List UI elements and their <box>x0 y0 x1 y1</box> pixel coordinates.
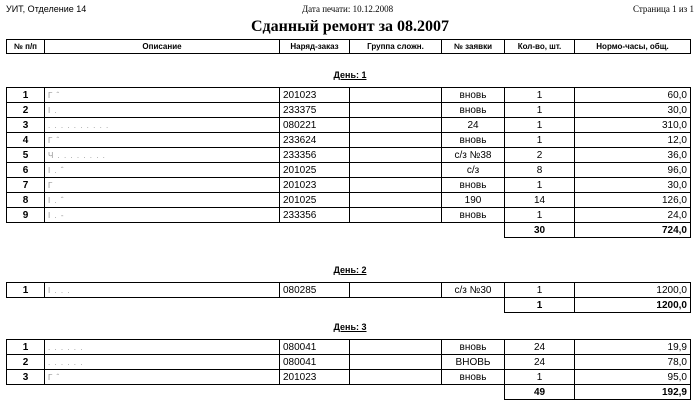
row-qty: 14 <box>505 193 575 208</box>
row-num: 4 <box>7 133 45 148</box>
day-total-qty: 30 <box>505 223 575 238</box>
row-description: Г ˆ <box>45 133 280 148</box>
row-request: вновь <box>442 340 505 355</box>
row-request: с/з <box>442 163 505 178</box>
row-description: Г <box>45 178 280 193</box>
day-total-hours: 724,0 <box>575 223 691 238</box>
row-request: 24 <box>442 118 505 133</box>
row-order: 201023 <box>280 88 350 103</box>
row-qty: 24 <box>505 340 575 355</box>
row-order: 233356 <box>280 208 350 223</box>
empty-cell <box>280 298 350 313</box>
row-num: 1 <box>7 340 45 355</box>
column-header-table <box>6 39 691 54</box>
row-num: 5 <box>7 148 45 163</box>
row-request: с/з №38 <box>442 148 505 163</box>
row-qty: 1 <box>505 118 575 133</box>
table-row <box>7 355 691 370</box>
empty-cell <box>350 385 442 400</box>
empty-cell <box>350 298 442 313</box>
day-total-qty: 49 <box>505 385 575 400</box>
empty-cell <box>350 223 442 238</box>
table-row <box>7 88 691 103</box>
row-order: 233356 <box>280 148 350 163</box>
row-num: 8 <box>7 193 45 208</box>
empty-cell <box>7 223 45 238</box>
row-group <box>350 118 442 133</box>
row-hours: 60,0 <box>575 88 691 103</box>
row-description: . . . . . . . . . . <box>45 118 280 133</box>
empty-cell <box>442 298 505 313</box>
row-request: вновь <box>442 178 505 193</box>
empty-cell <box>442 223 505 238</box>
row-group <box>350 283 442 298</box>
row-qty: 1 <box>505 103 575 118</box>
table-row <box>7 208 691 223</box>
row-qty: 2 <box>505 148 575 163</box>
empty-cell <box>45 223 280 238</box>
day-total-qty: 1 <box>505 298 575 313</box>
row-qty: 1 <box>505 88 575 103</box>
table-row <box>7 283 691 298</box>
row-group <box>350 133 442 148</box>
empty-cell <box>280 385 350 400</box>
row-num: 1 <box>7 283 45 298</box>
report-title: Сданный ремонт за 08.2007 <box>251 18 449 35</box>
empty-cell <box>7 298 45 313</box>
row-order: 080221 <box>280 118 350 133</box>
row-order: 201025 <box>280 193 350 208</box>
row-qty: 1 <box>505 133 575 148</box>
row-hours: 78,0 <box>575 355 691 370</box>
row-qty: 24 <box>505 355 575 370</box>
row-order: 201023 <box>280 178 350 193</box>
row-request: ВНОВЬ <box>442 355 505 370</box>
row-order: 080285 <box>280 283 350 298</box>
row-request: вновь <box>442 88 505 103</box>
row-order: 233375 <box>280 103 350 118</box>
row-hours: 1200,0 <box>575 283 691 298</box>
row-description: I . - <box>45 208 280 223</box>
row-group <box>350 148 442 163</box>
row-qty: 1 <box>505 370 575 385</box>
row-num: 3 <box>7 118 45 133</box>
day-total-hours: 1200,0 <box>575 298 691 313</box>
row-request: вновь <box>442 208 505 223</box>
table-row <box>7 178 691 193</box>
row-description: I . ˆ <box>45 163 280 178</box>
day-label: День: 3 <box>333 322 367 332</box>
day-total-row <box>7 223 691 238</box>
row-group <box>350 208 442 223</box>
row-num: 1 <box>7 88 45 103</box>
row-description: I . <box>45 103 280 118</box>
row-hours: 30,0 <box>575 103 691 118</box>
page-number: Страница 1 из 1 <box>633 4 694 14</box>
day-total-hours: 192,9 <box>575 385 691 400</box>
print-date: Дата печати: 10.12.2008 <box>302 4 394 14</box>
row-hours: 126,0 <box>575 193 691 208</box>
row-hours: 19,9 <box>575 340 691 355</box>
report-header <box>6 4 694 16</box>
row-num: 2 <box>7 355 45 370</box>
col-group: Группа сложн. <box>350 40 442 54</box>
row-num: 7 <box>7 178 45 193</box>
day-total-row <box>7 298 691 313</box>
row-qty: 1 <box>505 208 575 223</box>
day-label: День: 1 <box>333 70 367 80</box>
row-hours: 96,0 <box>575 163 691 178</box>
day-total-row <box>7 385 691 400</box>
row-description: I . . . <box>45 283 280 298</box>
row-group <box>350 103 442 118</box>
row-group <box>350 178 442 193</box>
col-order: Наряд-заказ <box>280 40 350 54</box>
table-row <box>7 163 691 178</box>
table-row <box>7 118 691 133</box>
table-row <box>7 340 691 355</box>
org-label: УИТ, Отделение 14 <box>6 4 87 14</box>
row-order: 201025 <box>280 163 350 178</box>
row-description: Г ˆ <box>45 88 280 103</box>
row-request: вновь <box>442 370 505 385</box>
table-row <box>7 193 691 208</box>
empty-cell <box>7 385 45 400</box>
row-order: 233624 <box>280 133 350 148</box>
row-description: Г ˆ <box>45 370 280 385</box>
day-table <box>6 339 691 400</box>
row-hours: 24,0 <box>575 208 691 223</box>
row-description: I . ˆ <box>45 193 280 208</box>
col-qty: Кол-во, шт. <box>505 40 575 54</box>
row-num: 3 <box>7 370 45 385</box>
row-description: Ч . . . . . . . . <box>45 148 280 163</box>
empty-cell <box>45 298 280 313</box>
row-hours: 36,0 <box>575 148 691 163</box>
row-order: 201023 <box>280 370 350 385</box>
row-group <box>350 163 442 178</box>
row-qty: 1 <box>505 283 575 298</box>
row-hours: 310,0 <box>575 118 691 133</box>
row-order: 080041 <box>280 340 350 355</box>
row-qty: 1 <box>505 178 575 193</box>
table-row <box>7 103 691 118</box>
table-row <box>7 133 691 148</box>
col-hours: Нормо-часы, общ. <box>575 40 691 54</box>
empty-cell <box>280 223 350 238</box>
row-num: 2 <box>7 103 45 118</box>
row-group <box>350 88 442 103</box>
row-order: 080041 <box>280 355 350 370</box>
row-description: . . . . . . <box>45 355 280 370</box>
row-group <box>350 355 442 370</box>
day-label: День: 2 <box>333 265 367 275</box>
row-hours: 95,0 <box>575 370 691 385</box>
row-request: вновь <box>442 133 505 148</box>
row-group <box>350 193 442 208</box>
column-header-row <box>7 40 691 54</box>
row-description: . . . . . . <box>45 340 280 355</box>
row-hours: 30,0 <box>575 178 691 193</box>
row-request: 190 <box>442 193 505 208</box>
row-num: 9 <box>7 208 45 223</box>
empty-cell <box>442 385 505 400</box>
row-request: с/з №30 <box>442 283 505 298</box>
col-request: № заявки <box>442 40 505 54</box>
row-group <box>350 340 442 355</box>
day-table <box>6 282 691 313</box>
row-group <box>350 370 442 385</box>
table-row <box>7 148 691 163</box>
row-hours: 12,0 <box>575 133 691 148</box>
row-request: вновь <box>442 103 505 118</box>
row-num: 6 <box>7 163 45 178</box>
day-table <box>6 87 691 238</box>
col-num: № п/п <box>7 40 45 54</box>
row-qty: 8 <box>505 163 575 178</box>
table-row <box>7 370 691 385</box>
col-description: Описание <box>45 40 280 54</box>
empty-cell <box>45 385 280 400</box>
